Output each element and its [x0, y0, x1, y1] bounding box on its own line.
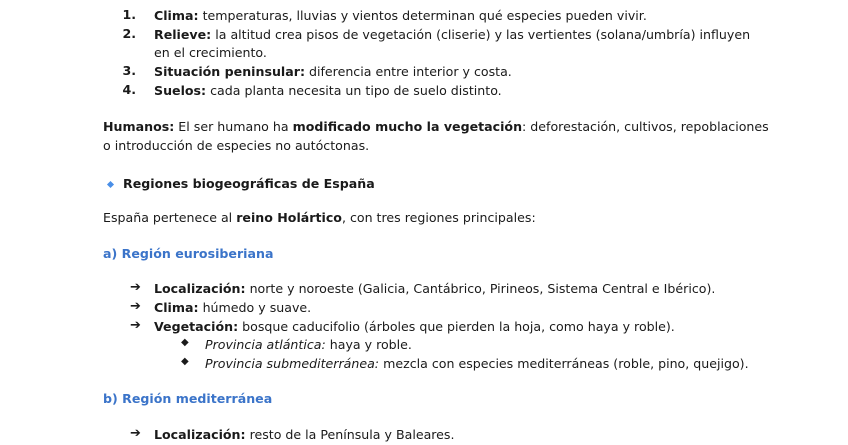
region-b-item: [154, 426, 455, 444]
item-label: Localización:: [154, 427, 246, 442]
list-number: 2.: [122, 26, 136, 41]
factor-item-situacion: [154, 63, 512, 81]
province-name: Provincia atlántica:: [205, 337, 326, 352]
factor-text: la altitud crea pisos de vegetación (cliserie) y las vertientes (solana/umbría) influyen: [215, 27, 751, 42]
humanos-paragraph-line2: o introducción de especies no autóctonas.: [103, 138, 370, 153]
factor-label: Relieve:: [154, 27, 212, 42]
arrow-bullet-icon: ➔: [130, 280, 141, 295]
province-text: mezcla con especies mediterráneas (roble, pino, quejigo).: [383, 356, 749, 371]
region-a-title: a) Región eurosiberiana: [103, 246, 274, 261]
arrow-bullet-icon: ➔: [130, 318, 141, 333]
list-number: 3.: [122, 63, 136, 78]
factor-label: Situación peninsular:: [154, 64, 305, 79]
intro-paragraph: [103, 209, 536, 227]
arrow-bullet-icon: ➔: [130, 426, 141, 441]
intro-post: , con tres regiones principales:: [341, 210, 536, 225]
item-label: Localización:: [154, 281, 246, 296]
list-number: 1.: [122, 7, 136, 22]
humanos-paragraph: [103, 118, 769, 136]
factor-text: diferencia entre interior y costa.: [309, 64, 512, 79]
humanos-pre: El ser humano ha: [178, 119, 289, 134]
province-item: [205, 336, 412, 354]
humanos-label: Humanos:: [103, 119, 175, 134]
item-text: bosque caducifolio (árboles que pierden la hoja, como haya y roble).: [242, 319, 675, 334]
factor-item-clima: [154, 7, 647, 25]
item-text: norte y noroeste (Galicia, Cantábrico, Pirineos, Sistema Central e Ibérico).: [249, 281, 716, 296]
section-heading: Regiones biogeográficas de España: [123, 176, 375, 191]
province-item: [205, 355, 749, 373]
region-b-title: b) Región mediterránea: [103, 391, 273, 406]
diamond-bullet-icon: ◆: [181, 337, 189, 348]
item-text: húmedo y suave.: [202, 300, 312, 315]
humanos-post: : deforestación, cultivos, repoblaciones: [522, 119, 769, 134]
diamond-bullet-icon: [107, 181, 114, 188]
intro-pre: España pertenece al: [103, 210, 233, 225]
humanos-bold: modificado mucho la vegetación: [292, 119, 523, 134]
arrow-bullet-icon: ➔: [130, 299, 141, 314]
region-a-item: [154, 299, 311, 317]
province-name: Provincia submediterránea:: [205, 356, 380, 371]
item-text: resto de la Península y Baleares.: [249, 427, 455, 442]
region-a-item: [154, 318, 675, 336]
item-label: Clima:: [154, 300, 199, 315]
diamond-bullet-icon: ◆: [181, 356, 189, 367]
intro-bold: reino Holártico: [236, 210, 342, 225]
province-text: haya y roble.: [329, 337, 412, 352]
factor-item-relieve-cont: en el crecimiento.: [154, 45, 267, 60]
factor-text: cada planta necesita un tipo de suelo distinto.: [210, 83, 502, 98]
factor-label: Suelos:: [154, 83, 207, 98]
factor-item-suelos: [154, 82, 502, 100]
item-label: Vegetación:: [154, 319, 239, 334]
list-number: 4.: [122, 82, 136, 97]
factor-label: Clima:: [154, 8, 199, 23]
region-a-item: [154, 280, 715, 298]
factor-text: temperaturas, lluvias y vientos determinan qué especies pueden vivir.: [202, 8, 647, 23]
factor-item-relieve: [154, 26, 750, 44]
